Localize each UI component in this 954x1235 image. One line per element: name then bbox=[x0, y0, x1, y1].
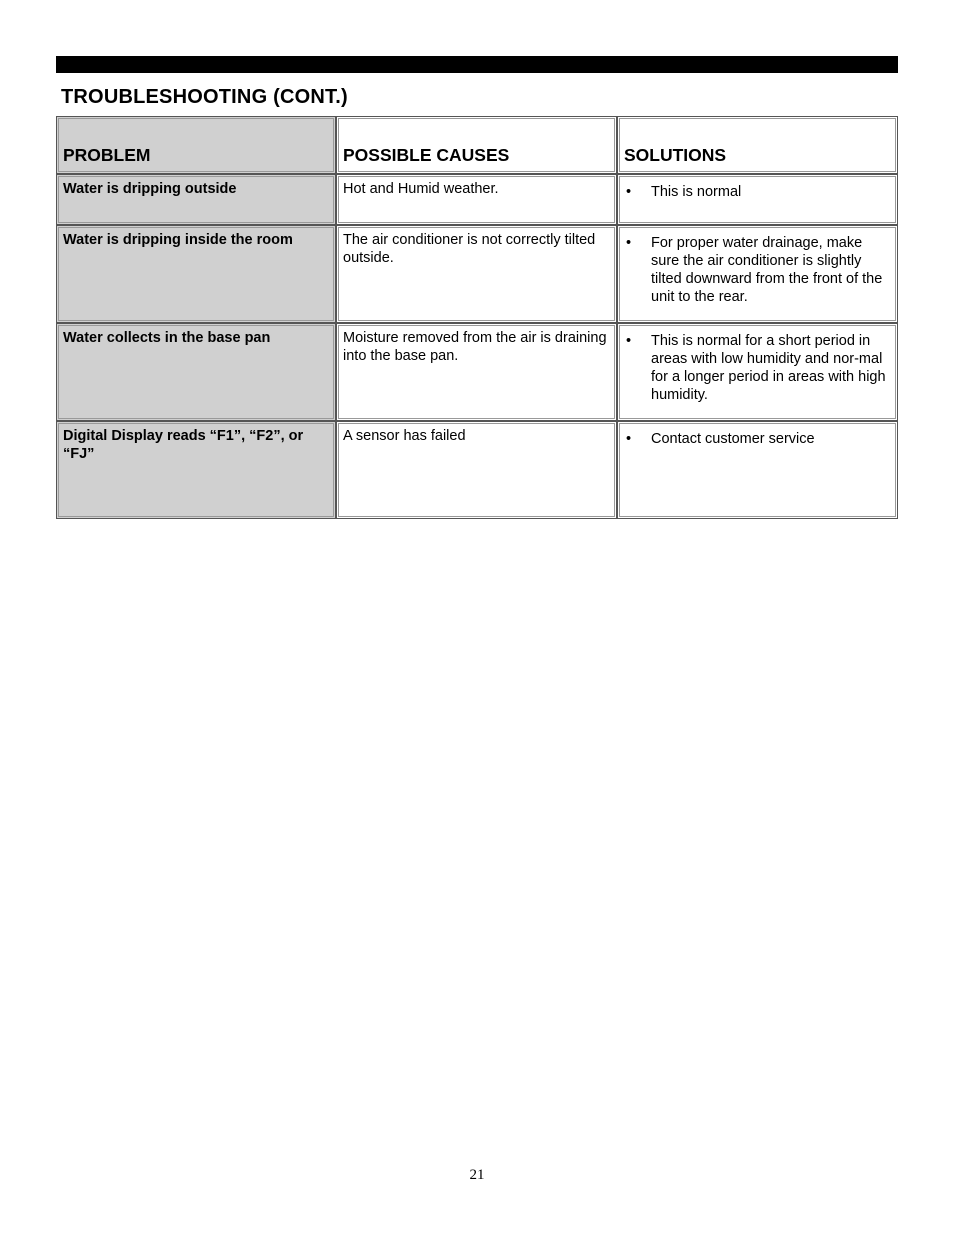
solution-cell bbox=[617, 225, 898, 323]
troubleshooting-table bbox=[56, 116, 898, 519]
solution-cell bbox=[617, 421, 898, 519]
cause-cell: The air conditioner is not correctly tilted outside. bbox=[336, 225, 617, 323]
solution-item: • This is normal bbox=[624, 183, 891, 201]
table-row bbox=[56, 174, 898, 225]
table-row bbox=[56, 421, 898, 519]
cause-cell: Hot and Humid weather. bbox=[336, 174, 617, 225]
solution-cell bbox=[617, 323, 898, 421]
table-row bbox=[56, 323, 898, 421]
column-header-causes: POSSIBLE CAUSES bbox=[336, 116, 617, 174]
solution-item: • This is normal for a short period in areas with low humidity and nor-mal for a longer period in areas with high humidity. bbox=[624, 332, 891, 404]
cause-cell: A sensor has failed bbox=[336, 421, 617, 519]
cause-cell: Moisture removed from the air is draining into the base pan. bbox=[336, 323, 617, 421]
solution-item: • For proper water drainage, make sure the air conditioner is slightly tilted downward from the front of the unit to the rear. bbox=[624, 234, 891, 306]
problem-cell: Water is dripping inside the room bbox=[56, 225, 336, 323]
table-row bbox=[56, 225, 898, 323]
solution-cell bbox=[617, 174, 898, 225]
column-header-solutions: SOLUTIONS bbox=[617, 116, 898, 174]
column-header-problem: PROBLEM bbox=[56, 116, 336, 174]
page-number: 21 bbox=[469, 1167, 485, 1183]
problem-cell: Digital Display reads “F1”, “F2”, or “FJ” bbox=[56, 421, 336, 519]
table-header-row bbox=[56, 116, 898, 174]
page-title: TROUBLESHOOTING (CONT.) bbox=[61, 86, 348, 108]
problem-cell: Water collects in the base pan bbox=[56, 323, 336, 421]
problem-cell: Water is dripping outside bbox=[56, 174, 336, 225]
solution-item: • Contact customer service bbox=[624, 430, 891, 448]
header-bar bbox=[56, 56, 898, 73]
